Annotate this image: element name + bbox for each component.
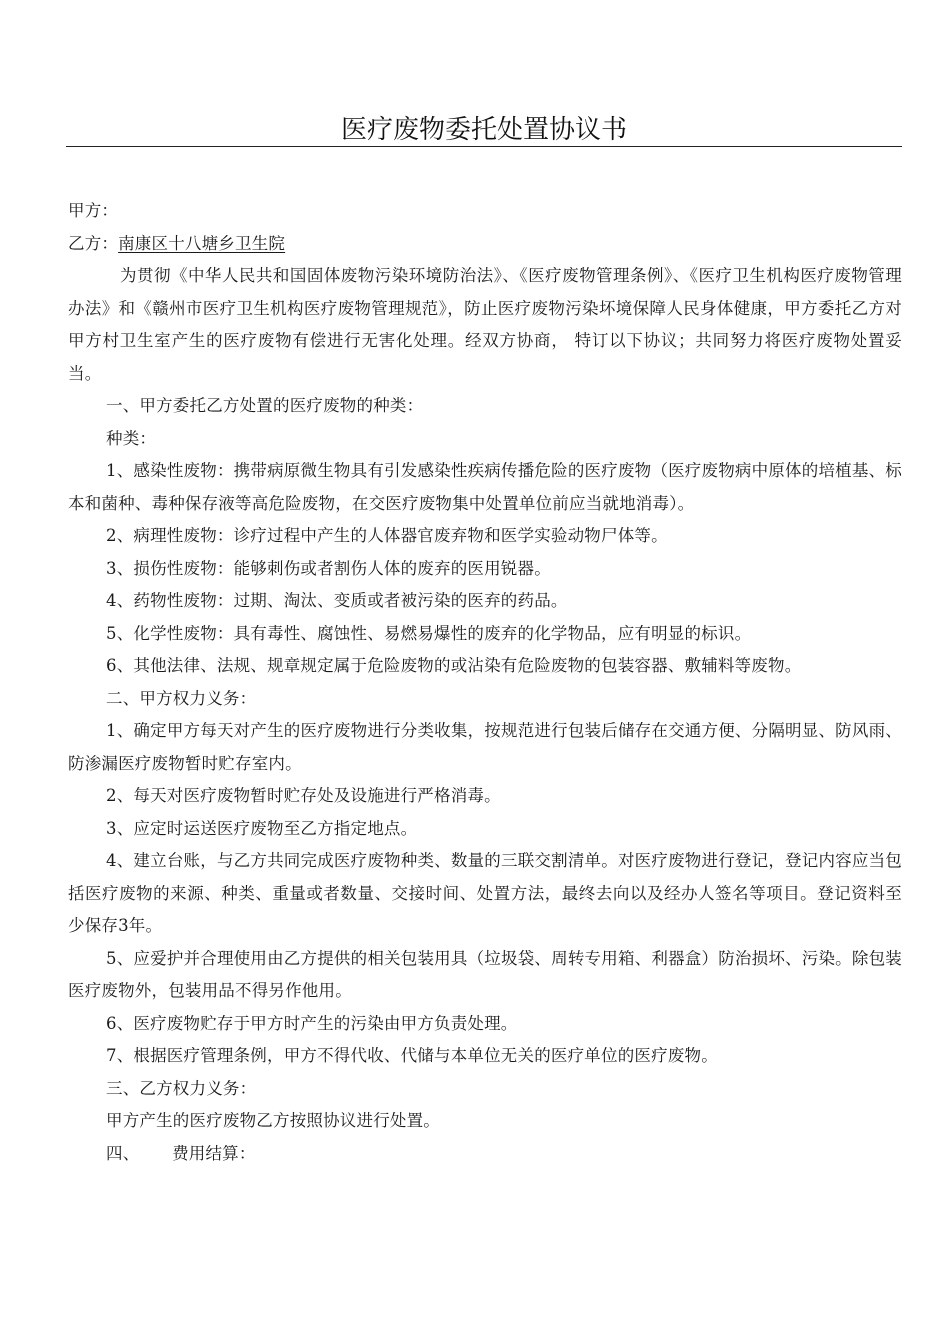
section2-item: 4、建立台账，与乙方共同完成医疗废物种类、数量的三联交割清单。对医疗废物进行登记，登记内容应当包括医疗废物的来源、种类、重量或者数量、交接时间、处置方法，最终去向以及经办人签名等项目。登记资料至少保存3年。 (68, 851, 902, 935)
document-body (68, 195, 902, 1170)
section1-heading: 一、甲方委托乙方处置的医疗废物的种类： (106, 396, 424, 415)
section1-item: 6、其他法律、法规、规章规定属于危险废物的或沾染有危险废物的包装容器、敷辅料等废物。 (106, 656, 802, 675)
section2-item: 1、确定甲方每天对产生的医疗废物进行分类收集，按规范进行包装后储存在交通方便、分隔明显、防风雨、防渗漏医疗废物暂时贮存室内。 (68, 721, 902, 773)
section1-item: 2、病理性废物：诊疗过程中产生的人体器官废弃物和医学实验动物尸体等。 (106, 526, 668, 545)
section2-item: 6、医疗废物贮存于甲方时产生的污染由甲方负责处理。 (106, 1013, 518, 1033)
section2-item: 7、根据医疗管理条例，甲方不得代收、代储与本单位无关的医疗单位的医疗废物。 (106, 1046, 718, 1065)
section2-item: 5、应爱护并合理使用由乙方提供的相关包装用具（垃圾袋、周转专用箱、利器盒）防治损坏、污染。除包装医疗废物外，包装用品不得另作他用。 (68, 948, 902, 1000)
title-underline (66, 146, 902, 147)
intro-paragraph: 为贯彻《中华人民共和国固体废物污染环境防治法》、《医疗废物管理条例》、《医疗卫生机构医疗废物管理办法》和《赣州市医疗卫生机构医疗废物管理规范》，防止医疗废物污染坏境保障人民身体健康，甲方委托乙方对甲方村卫生室产生的医疗废物有偿进行无害化处理。经双方协商， 特订以下协议；共同努力将医疗废物处置妥当。 (68, 266, 902, 383)
section1-item: 4、药物性废物：过期、淘汰、变质或者被污染的医弃的药品。 (106, 591, 568, 610)
document-title: 医疗废物委托处置协议书 (340, 115, 627, 145)
party-a-label: 甲方： (68, 201, 119, 220)
section1-item: 5、化学性废物：具有毒性、腐蚀性、易燃易爆性的废弃的化学物品，应有明显的标识。 (106, 623, 752, 643)
party-b-label: 乙方： (68, 233, 119, 253)
section1-subheading: 种类： (106, 428, 157, 448)
section3-heading: 三、乙方权力义务： (106, 1078, 257, 1098)
section2-item: 3、应定时运送医疗废物至乙方指定地点。 (106, 818, 418, 838)
section2-heading: 二、甲方权力义务： (106, 688, 257, 708)
section2-item: 2、每天对医疗废物暂时贮存处及设施进行严格消毒。 (106, 786, 501, 805)
party-a-line (68, 195, 902, 228)
section1-item: 3、损伤性废物：能够刺伤或者割伤人体的废弃的医用锐器。 (106, 558, 551, 578)
party-b-name: 南康区十八塘乡卫生院 (118, 233, 286, 253)
section3-text: 甲方产生的医疗废物乙方按照协议进行处置。 (106, 1111, 440, 1130)
party-b-line (68, 228, 902, 261)
section4-heading: 四、 费用结算： (106, 1143, 256, 1163)
section1-item: 1、感染性废物：携带病原微生物具有引发感染性疾病传播危险的医疗废物（医疗废物病中原体的培植基、标本和菌种、毒种保存液等高危险废物，在交医疗废物集中处置单位前应当就地消毒）。 (68, 461, 902, 513)
